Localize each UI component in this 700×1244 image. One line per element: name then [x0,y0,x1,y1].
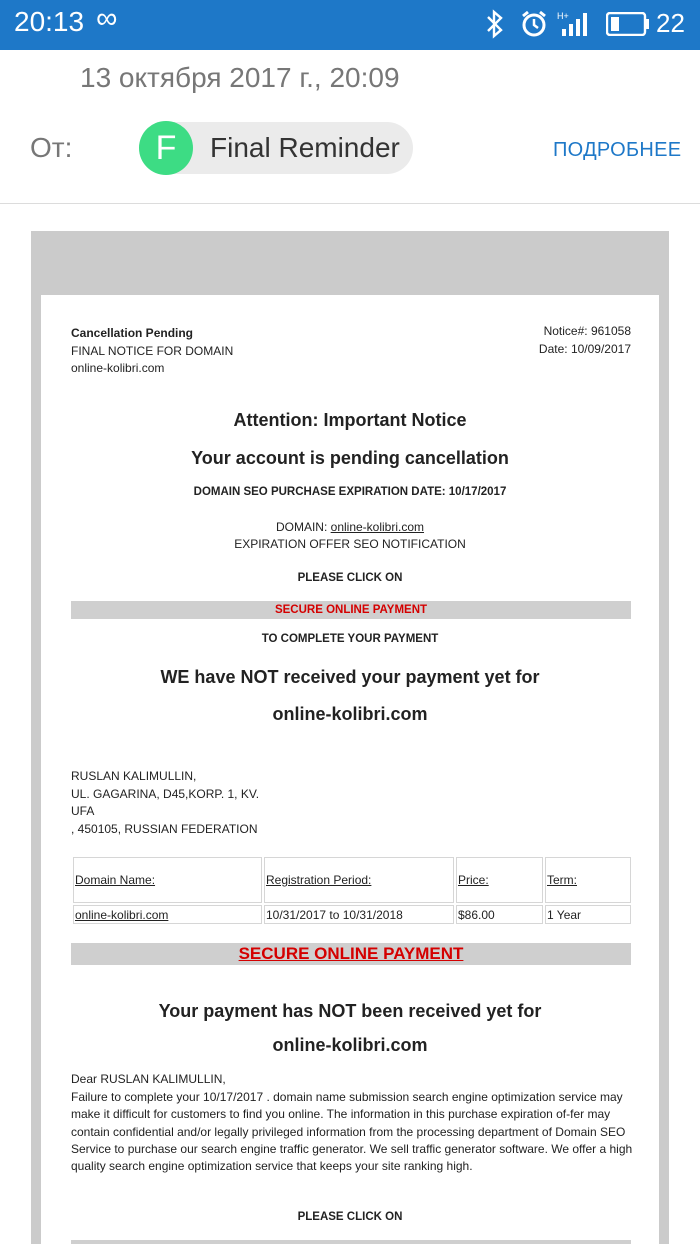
header-term: Term: [547,873,577,887]
notice-date: Date: 10/09/2017 [538,342,631,356]
domain-table [71,855,633,926]
attention-heading: Attention: Important Notice [233,410,467,430]
mail-date: 13 октября 2017 г., 20:09 [80,62,400,93]
address-line: UL. GAGARINA, D45,KORP. 1, KV. [71,787,260,801]
table-cell: 1 Year [545,905,631,924]
address-line: UFA [71,804,95,818]
domain-line [41,520,659,534]
body-paragraph: Failure to complete your 10/17/2017 . domain name submission search engine optimization service may make it difficult for customers to find you online. The information in this purchase expiration of-fer may contain confidential and/or legally privileged information from the processing department of Domain SEO Service to purchase our search engine traffic generator. We sell traffic generator software. We offer a high quality search engine optimization service that keeps your site ranking high. [71,1090,633,1174]
table-header-cell [456,857,543,903]
domain-label: DOMAIN: [275,520,331,534]
bluetooth-icon [484,9,506,44]
status-bar [0,0,700,50]
battery-level: 22 [656,8,685,38]
details-link[interactable]: ПОДРОБНЕЕ [553,139,682,161]
from-label: От: [30,132,73,163]
pending-heading: Your account is pending cancellation [191,448,509,468]
please-click-on-2: PLEASE CLICK ON [297,1211,403,1223]
payment-not-received-heading: Your payment has NOT been received yet for [158,1001,542,1021]
table-row [73,905,631,924]
sender-avatar: F [139,121,193,175]
alarm-icon [520,10,548,43]
please-click-on: PLEASE CLICK ON [297,572,403,584]
not-received-domain: online-kolibri.com [272,704,428,724]
secure-payment-bar-partial[interactable] [71,1240,631,1244]
table-cell [73,905,262,924]
offer-line: EXPIRATION OFFER SEO NOTIFICATION [234,537,466,551]
header-domain-name: Domain Name: [75,873,156,887]
address-line: RUSLAN KALIMULLIN, [71,769,197,783]
table-cell: 10/31/2017 to 10/31/2018 [264,905,454,924]
infinity-icon: ∞ [96,2,118,35]
battery-icon [606,12,650,41]
cancellation-title: Cancellation Pending [71,326,194,340]
to-complete-text: TO COMPLETE YOUR PAYMENT [261,633,439,645]
signal-icon [556,10,596,43]
header-registration-period: Registration Period: [266,873,372,887]
address-line: , 450105, RUSSIAN FEDERATION [71,822,258,836]
not-received-heading: WE have NOT received your payment yet for [160,667,540,687]
row-domain-link[interactable]: online-kolibri.com [75,907,169,922]
table-header-cell [545,857,631,903]
cancellation-notice: FINAL NOTICE FOR DOMAIN [71,344,234,358]
network-type: H+ [557,11,569,21]
cancellation-domain: online-kolibri.com [71,361,165,375]
header-divider [0,203,700,204]
greeting: Dear RUSLAN KALIMULLIN, [71,1072,226,1086]
domain-link[interactable]: online-kolibri.com [330,520,425,534]
sender-name: Final Reminder [210,132,400,163]
notice-number: Notice#: 961058 [543,324,631,338]
payment-not-received-domain: online-kolibri.com [272,1035,428,1055]
secure-payment-link[interactable]: SECURE ONLINE PAYMENT [71,601,631,619]
secure-payment-button[interactable]: SECURE ONLINE PAYMENT [71,943,631,965]
sender-chip[interactable] [139,122,413,174]
table-cell: $86.00 [456,905,543,924]
expiration-date: DOMAIN SEO PURCHASE EXPIRATION DATE: 10/17/2017 [193,486,507,498]
header-price: Price: [458,873,489,887]
table-header-row [73,857,631,903]
clock: 20:13 [14,6,85,37]
table-header-cell [73,857,262,903]
email-document [41,295,659,1244]
table-header-cell [264,857,454,903]
